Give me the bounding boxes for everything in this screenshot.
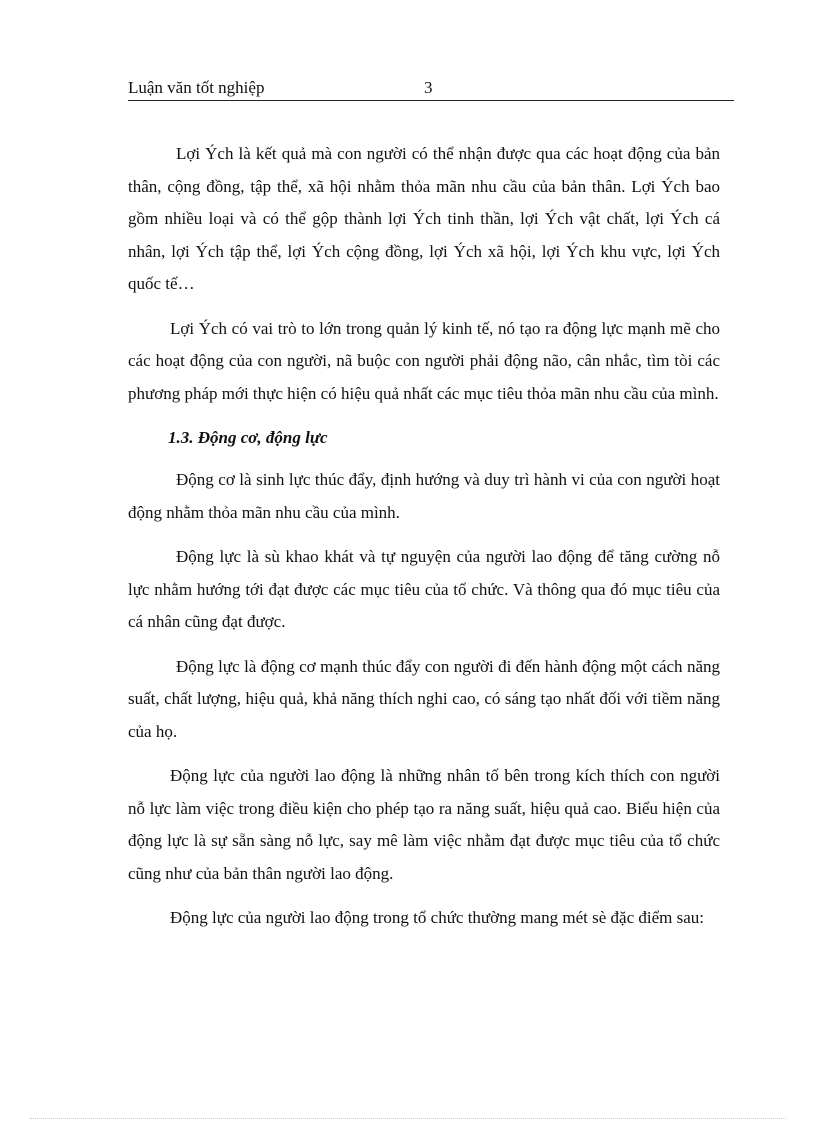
paragraph: Lợi Ých là kết quả mà con người có thể nhận được qua các hoạt động của bản thân, cộng đồng, tập thể, xã hội nhằm thỏa mãn nhu cầu của bản thân. Lợi Ých bao gồm nhiều loại và có thể gộp thành lợi Ých tinh thần, lợi Ých vật chất, lợi Ých cá nhân, lợi Ých tập thể, lợi Ých cộng đồng, lợi Ých xã hội, lợi Ých khu vực, lợi Ých quốc tế… xyxy=(128,144,720,293)
page-body xyxy=(128,138,720,947)
paragraph: Động lực là động cơ mạnh thúc đẩy con người đi đến hành động một cách năng suất, chất lượng, hiệu quả, khả năng thích nghi cao, có sáng tạo nhất đối với tiềm năng của họ. xyxy=(128,656,720,741)
paragraph: Động lực của người lao động là những nhân tố bên trong kích thích con người nỗ lực làm việc trong điều kiện cho phép tạo ra năng suất, hiệu quả cao. Biểu hiện của động lực là sự sẵn sàng nỗ lực, say mê làm việc nhằm đạt được mục tiêu của tổ chức cũng như của bản thân người lao động. xyxy=(128,766,720,883)
footer-divider xyxy=(30,1118,786,1119)
page-number: 3 xyxy=(424,78,433,97)
document-title: Luận văn tốt nghiệp xyxy=(128,78,265,97)
paragraph: Lợi Ých có vai trò to lớn trong quản lý kinh tế, nó tạo ra động lực mạnh mẽ cho các hoạt động của con người, nã buộc con người phải động não, cân nhắc, tìm tòi các phương pháp mới thực hiện có hiệu quả nhất các mục tiêu thỏa mãn nhu cầu của mình. xyxy=(128,318,720,403)
page-header xyxy=(128,76,734,101)
paragraph: Động lực là sù khao khát và tự nguyện của người lao động để tăng cường nỗ lực nhằm hướng tới đạt được các mục tiêu của tổ chức. Và thông qua đó mục tiêu của cá nhân cũng đạt được. xyxy=(128,547,720,631)
section-heading: 1.3. Động cơ, động lực xyxy=(168,428,328,447)
paragraph: Động lực của người lao động trong tổ chức thường mang mét sè đặc điểm sau: xyxy=(170,908,705,927)
paragraph: Động cơ là sinh lực thúc đẩy, định hướng và duy trì hành vi của con người hoạt động nhằm thỏa mãn nhu cầu của mình. xyxy=(128,470,720,522)
